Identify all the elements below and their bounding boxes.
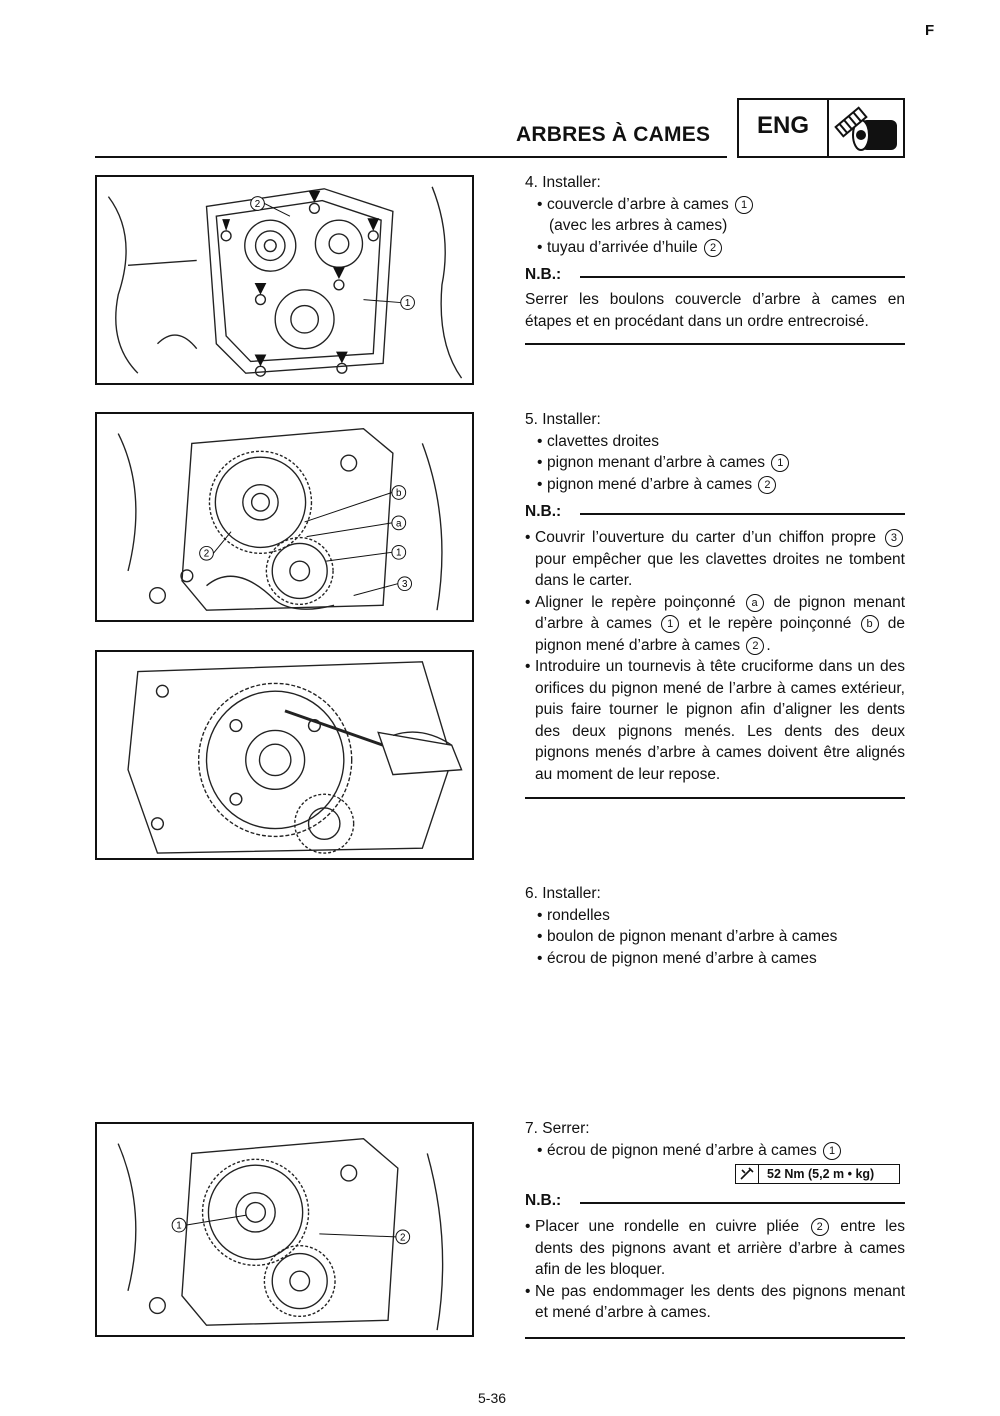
nb-label: N.B.: <box>525 266 562 283</box>
section-title: ARBRES À CAMES <box>516 123 711 146</box>
list-item: • pignon mené d’arbre à cames 2 <box>537 474 905 496</box>
nb-label: N.B.: <box>525 1192 562 1209</box>
nb-label: N.B.: <box>525 503 562 520</box>
list-item: (avec les arbres à cames) <box>549 217 728 234</box>
nb-rule <box>580 1202 905 1204</box>
fig1-callout-2: 2 <box>254 198 261 210</box>
step-4-title: 4. Installer: <box>525 174 601 191</box>
nb-text: Serrer les boulons couvercle d’arbre à cames en étapes et en procédant dans un ordre entrecroisé. <box>525 291 905 330</box>
list-item: • boulon de pignon menant d’arbre à cames <box>537 928 838 945</box>
fig4-callout-2: 2 <box>400 1232 406 1244</box>
list-item: • rondelles <box>537 906 610 924</box>
fig2-callout-2: 2 <box>203 548 210 560</box>
list-item: • couvercle d’arbre à cames 1 <box>537 194 905 216</box>
step-5-items <box>537 431 905 496</box>
nb-bullet: • Ne pas endommager les dents des pignons menant et mené d’arbre à cames. <box>525 1282 905 1321</box>
step-6-items <box>537 905 905 970</box>
title-rule <box>95 156 727 158</box>
nb-bullets <box>525 527 905 785</box>
nb-rule <box>580 513 905 515</box>
figure-tighten-nut <box>95 1122 474 1337</box>
end-rule <box>525 1337 905 1339</box>
step-6 <box>525 883 905 969</box>
page-number: 5-36 <box>478 1390 507 1406</box>
fig2-callout-1: 1 <box>396 547 402 559</box>
eng-badge <box>737 98 905 158</box>
torque-value: 52 Nm (5,2 m • kg) <box>767 1167 875 1181</box>
step-4-items <box>537 194 905 259</box>
step-5-title: 5. Installer: <box>525 411 601 428</box>
list-item: • clavettes droites <box>537 432 659 450</box>
list-item: • tuyau d’arrivée d’huile 2 <box>537 237 905 259</box>
fig1-callout-1: 1 <box>404 297 411 309</box>
figure-camshaft-cover <box>95 175 474 385</box>
step-5 <box>525 409 905 495</box>
nb-bullet: • Introduire un tournevis à tête cruciforme dans un des orifices du pignon mené de l’arbre à cames extérieur, puis faire tourner le pignon afin d’aligner les dents des deux pignons menés. Les dents des deux pignons menés d’arbre à cames doivent être alignés au moment de leur repose. <box>525 658 905 783</box>
list-item: • pignon menant d’arbre à cames 1 <box>537 452 905 474</box>
list-item: • écrou de pignon mené d’arbre à cames <box>537 949 817 967</box>
badge-divider <box>827 100 829 156</box>
fig2-callout-3: 3 <box>401 579 408 591</box>
fig2-callout-b: b <box>396 487 402 499</box>
end-rule <box>525 797 905 799</box>
eng-label: ENG <box>756 112 809 139</box>
step-7-items <box>537 1140 905 1162</box>
step-7-title: 7. Serrer: <box>525 1120 590 1137</box>
page-letter: F <box>925 22 935 39</box>
nb-bullet: • Aligner le repère poinçonné a de pignon menant d’arbre à cames 1 et le repère poinçonné b de pignon mené d’arbre à cames 2 . <box>525 593 906 654</box>
list-item: • écrou de pignon mené d’arbre à cames 1 <box>537 1140 905 1162</box>
step-6-title: 6. Installer: <box>525 885 601 902</box>
fig2-callout-a: a <box>396 518 402 530</box>
step-7 <box>525 1118 905 1161</box>
figure-cam-gears-marks <box>95 412 474 622</box>
step-4 <box>525 172 905 258</box>
nb-bullet: • Couvrir l’ouverture du carter d’un chiffon propre 3 pour empêcher que les clavettes droites ne tombent dans le carter. <box>525 529 905 589</box>
end-rule <box>525 343 905 345</box>
step-7-notes <box>525 1216 905 1324</box>
nb-bullets <box>525 1216 905 1324</box>
nb-bullet: • Placer une rondelle en cuivre pliée 2 entre les dents des pignons avant et arrière d’arbre à cames afin de les bloquer. <box>525 1218 905 1278</box>
fig4-callout-1: 1 <box>176 1220 182 1232</box>
nb-rule <box>580 276 905 278</box>
torque-wrench-icon <box>736 1165 759 1183</box>
figure-screwdriver-alignment <box>95 650 474 860</box>
torque-spec <box>735 1164 900 1184</box>
step-5-notes <box>525 527 905 785</box>
camshaft-icon <box>831 102 903 156</box>
